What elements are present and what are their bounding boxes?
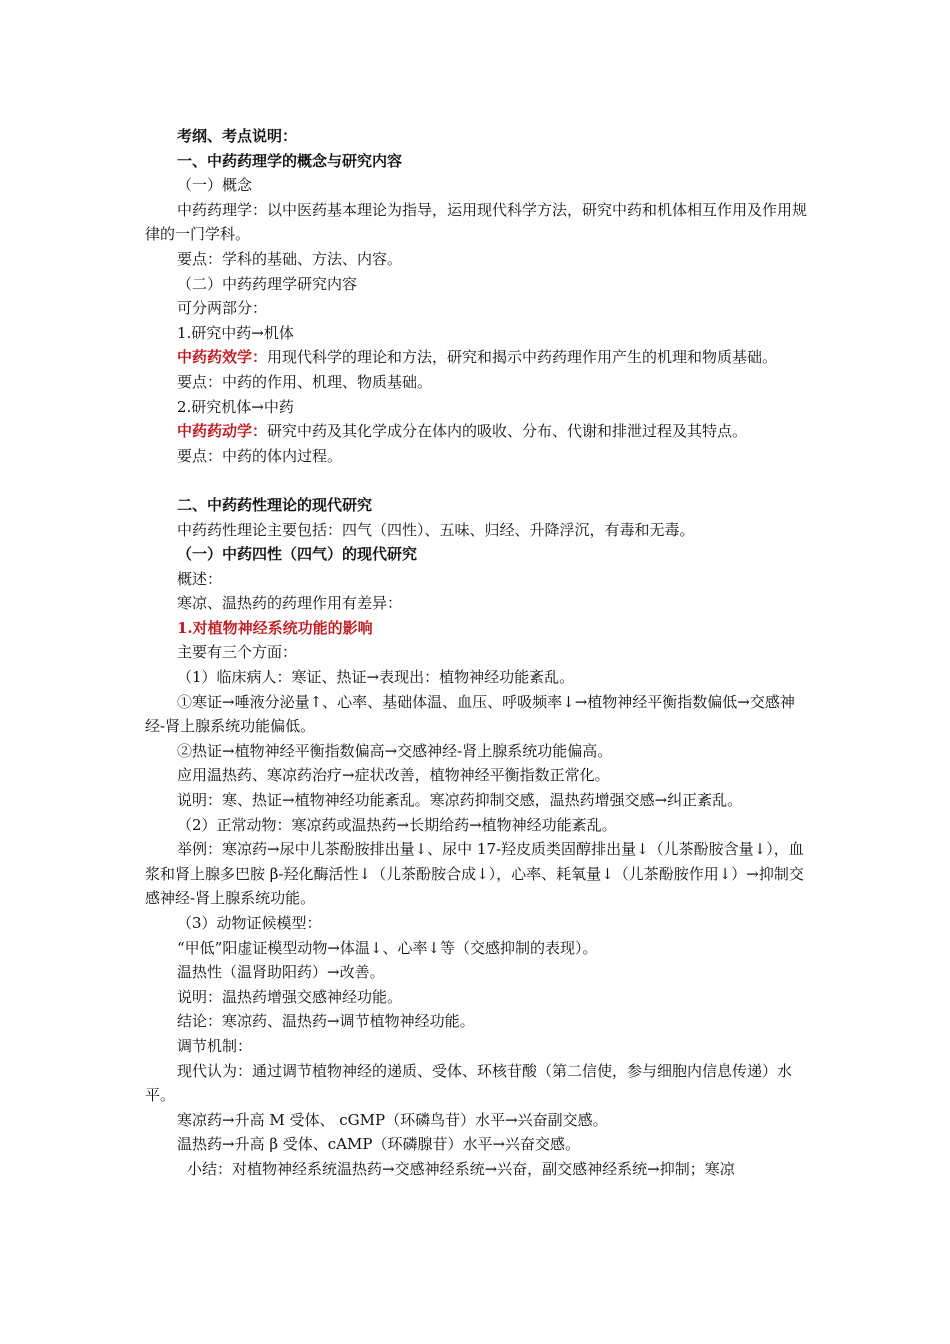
conclusion: 结论：寒凉药、温热药→调节植物神经功能。 <box>177 1012 475 1031</box>
spacer <box>145 468 810 493</box>
clinical-item: （1）临床病人：寒证、热证→表现出：植物神经功能紊乱。 <box>177 668 575 687</box>
pharmacodynamics-term: 中药药效学： <box>177 348 268 367</box>
three-aspects: 主要有三个方面： <box>177 643 298 662</box>
overview-label: 概述： <box>177 569 223 588</box>
summary-line: 小结：对植物神经系统温热药→交感神经系统→兴奋，副交感神经系统→抑制；寒凉 <box>187 1159 735 1178</box>
warm-herb-improve: 温热性（温肾助阳药）→改善。 <box>177 963 385 982</box>
animal-model-item: （3）动物证候模型： <box>177 914 322 932</box>
cold-syndrome-item: ①寒证→唾液分泌量↑、心率、基础体温、血压、呼吸频率↓→植物神经平衡指数偏低→交感神经-肾上腺系统功能偏低。 <box>145 692 795 736</box>
treatment-item: 应用温热药、寒凉药治疗→症状改善，植物神经平衡指数正常化。 <box>177 766 610 785</box>
cold-herb-mechanism: 寒凉药→升高 M 受体、 cGMP（环磷鸟苷）水平→兴奋副交感。 <box>177 1110 608 1129</box>
clinical-explanation: 说明：寒、热证→植物神经功能紊乱。寒凉药抑制交感，温热药增强交感→纠正紊乱。 <box>177 791 743 810</box>
pharmacodynamics-text: 用现代科学的理论和方法，研究和揭示中药药理作用产生的机理和物质基础。 <box>267 348 778 367</box>
mechanism-paragraph: 现代认为：通过调节植物神经的递质、受体、环核苷酸（第二信使，参与细胞内信息传递）水平。 <box>145 1061 793 1105</box>
pharmacokinetics-paragraph <box>145 419 810 444</box>
warm-herb-mechanism: 温热药→升高 β 受体、cAMP（环磷腺苷）水平→兴奋交感。 <box>177 1135 581 1154</box>
mechanism-label: 调节机制： <box>177 1036 253 1055</box>
normal-animal-item: （2）正常动物：寒凉药或温热药→长期给药→植物神经功能紊乱。 <box>177 815 617 834</box>
pharmacokinetics-term: 中药药动学： <box>177 422 268 441</box>
section-1-2-intro: 可分两部分： <box>177 299 268 318</box>
difference-text: 寒凉、温热药的药理作用有差异： <box>177 594 403 613</box>
section-2-1-title: （一）中药四性（四气）的现代研究 <box>177 545 418 564</box>
example-paragraph: 举例：寒凉药→尿中儿茶酚胺排出量↓、尿中 17-羟皮质类固醇排出量↓（儿茶酚胺含量↓），血浆和肾上腺多巴胺 β-羟化酶活性↓（儿茶酚胺合成↓），心率、耗氧量↓（儿茶酚胺作用↓）→抑制交感神经-肾上腺系统功能。 <box>145 840 804 908</box>
hypothyroid-model: “甲低”阳虚证模型动物→体温↓、心率↓等（交感抑制的表现）。 <box>177 938 598 957</box>
section-1-title: 一、中药药理学的概念与研究内容 <box>177 151 403 170</box>
definition-paragraph: 中药药理学：以中医药基本理论为指导，运用现代科学方法，研究中药和机体相互作用及作用规律的一门学科。 <box>145 200 808 244</box>
pharmacokinetics-text: 研究中药及其化学成分在体内的吸收、分布、代谢和排泄过程及其特点。 <box>267 422 748 441</box>
autonomic-heading: 1.对植物神经系统功能的影响 <box>177 618 373 637</box>
section-1-1-title: （一）概念 <box>177 176 253 195</box>
section-2-title: 二、中药药性理论的现代研究 <box>177 495 373 514</box>
animal-explanation: 说明：温热药增强交感神经功能。 <box>177 987 403 1006</box>
document-body <box>145 124 810 1182</box>
definition-points: 要点：学科的基础、方法、内容。 <box>177 249 403 268</box>
heat-syndrome-item: ②热证→植物神经平衡指数偏高→交感神经-肾上腺系统功能偏高。 <box>177 741 613 760</box>
outline-heading: 考纲、考点说明： <box>177 127 298 145</box>
section-2-intro: 中药药性理论主要包括：四气（四性）、五味、归经、升降浮沉，有毒和无毒。 <box>177 520 695 539</box>
part-1-heading: 1.研究中药→机体 <box>177 323 294 342</box>
pharmacodynamics-points: 要点：中药的作用、机理、物质基础。 <box>177 372 433 391</box>
part-2-heading: 2.研究机体→中药 <box>177 397 294 416</box>
pharmacodynamics-paragraph <box>145 345 810 370</box>
section-1-2-title: （二）中药药理学研究内容 <box>177 274 358 293</box>
pharmacokinetics-points: 要点：中药的体内过程。 <box>177 446 343 465</box>
